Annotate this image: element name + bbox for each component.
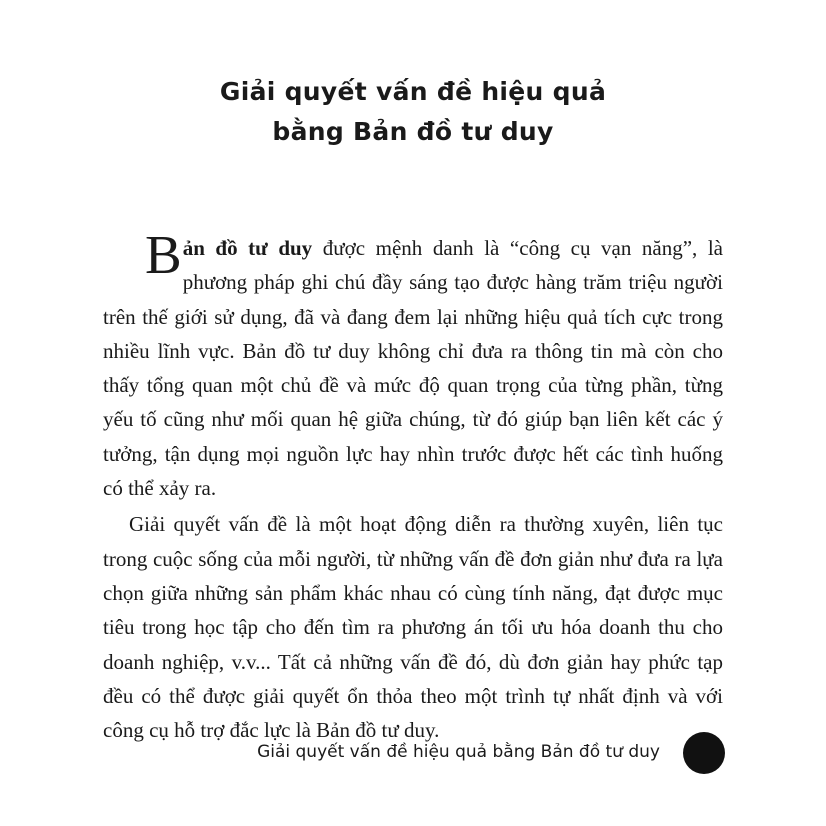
page-title	[0, 72, 826, 152]
lead-phrase: ản đồ tư duy	[182, 236, 313, 260]
paragraph-2: Giải quyết vấn đề là một hoạt động diễn ra thường xuyên, liên tục trong cuộc sống của mỗi người, từ những vấn đề đơn giản như đưa ra lựa chọn giữa những sản phẩm khác nhau có cùng tính năng, đạt được mục tiêu trong học tập cho đến tìm ra phương án tối ưu hóa doanh thu cho doanh nghiệp, v.v... Tất cả những vấn đề đó, dù đơn giản hay phức tạp đều có thể được giải quyết ổn thỏa theo một trình tự nhất định và với công cụ hỗ trợ đắc lực là Bản đồ tư duy.	[103, 512, 723, 743]
page-title-line-2: bằng Bản đồ tư duy	[272, 117, 554, 146]
drop-cap: B	[145, 224, 182, 285]
paragraph-1	[103, 224, 723, 505]
page-marker-circle	[683, 732, 725, 774]
body-text	[103, 224, 723, 747]
running-footer: Giải quyết vấn đề hiệu quả bằng Bản đồ tư duy	[257, 742, 660, 762]
paragraph-1-text: được mệnh danh là “công cụ vạn năng”, là phương pháp ghi chú đầy sáng tạo được hàng trăm triệu người trên thế giới sử dụng, đã và đang đem lại những hiệu quả tích cực trong nhiều lĩnh vực. Bản đồ tư duy không chỉ đưa ra thông tin mà còn cho thấy tổng quan một chủ đề và mức độ quan trọng của từng phần, từng yếu tố cũng như mối quan hệ giữa chúng, từ đó giúp bạn liên kết các ý tưởng, tận dụng mọi nguồn lực hay nhìn trước được hết các tình huống có thể xảy ra.	[103, 236, 723, 501]
page-title-line-1: Giải quyết vấn đề hiệu quả	[219, 77, 607, 106]
